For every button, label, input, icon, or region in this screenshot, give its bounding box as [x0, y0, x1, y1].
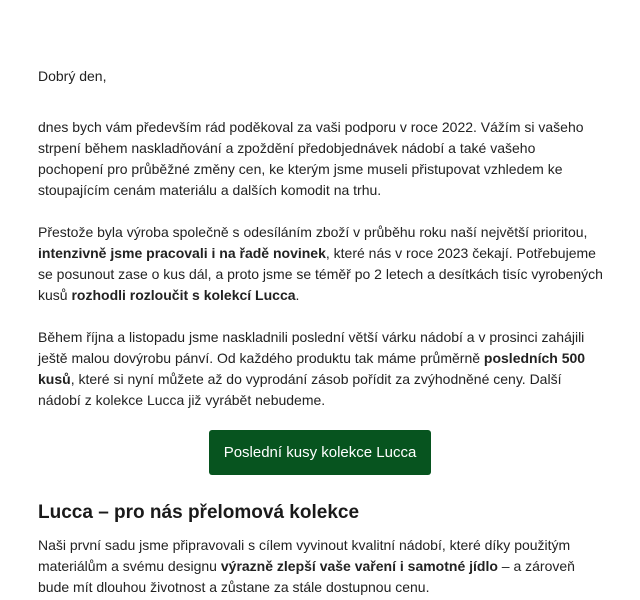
text-run: , které si nyní můžete až do vyprodání zásob pořídit za zvýhodněné ceny. Další nádobí z kolekce Lucca již vyrábět nebudeme. — [38, 371, 562, 408]
greeting: Dobrý den, — [38, 68, 107, 84]
text-run: Přestože byla výroba společně s odesíláním zboží v průběhu roku naší největší prioritou, — [38, 224, 588, 240]
text-run: . — [295, 287, 300, 303]
section-paragraph — [38, 535, 604, 598]
bold-text: posledních 500 kusů — [38, 350, 586, 387]
intro-paragraph — [38, 117, 604, 201]
text-run: Naši první sadu jsme připravovali s cílem vyvinout kvalitní nádobí, které díky použitým materiálům a svému designu — [38, 537, 571, 574]
cta-wrapper — [0, 430, 640, 475]
text-run: dnes bych vám především rád poděkoval za vaši podporu v roce 2022. Vážím si vašeho strpení během naskladňování a zpoždění předobjednávek nádobí a také vašeho pochopení pro průběžné změny cen, ke kterým jsme museli přistupovat vzhledem ke stoupajícím cenám materiálu a dalších komodit na trhu. — [38, 119, 584, 198]
text-run: , které nás v roce 2023 čekají. Potřebujeme se posunout zase o kus dál, a proto jsme se téměř po 2 letech a desítkách tisíc vyrobených kusů — [38, 245, 603, 303]
last-pieces-button[interactable]: Poslední kusy kolekce Lucca — [209, 430, 432, 475]
text-run: Během října a listopadu jsme naskladnili poslední větší várku nádobí a v prosinci zahájili ještě malou dovýrobu pánví. Od každého produktu tak máme průměrně — [38, 329, 585, 366]
stock-paragraph — [38, 327, 604, 411]
bold-text: intenzivně jsme pracovali i na řadě novinek — [38, 245, 326, 261]
text-run: – a zároveň bude mít dlouhou životnost a zůstane za stále dostupnou cenu. — [38, 558, 575, 595]
section-heading: Lucca – pro nás přelomová kolekce — [38, 502, 360, 523]
bold-text: rozhodli rozloučit s kolekcí Lucca — [71, 287, 296, 303]
production-paragraph — [38, 222, 604, 306]
bold-text: výrazně zlepší vaše vaření i samotné jídlo — [220, 558, 498, 574]
